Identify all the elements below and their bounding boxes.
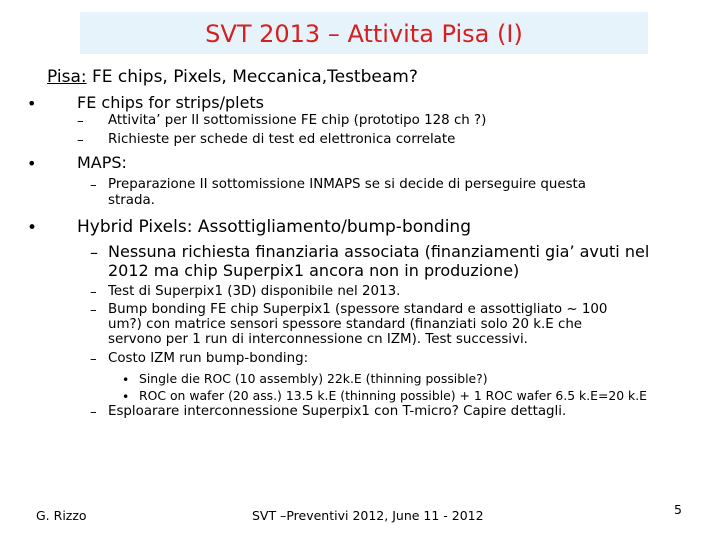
section-3-subsub-1: Single die ROC (10 assembly) 22k.E (thinning possible?) bbox=[139, 371, 488, 386]
section-2-sub-1-line-2: strada. bbox=[108, 193, 155, 208]
bullet-3: • bbox=[27, 218, 38, 238]
subbullet-2: • bbox=[122, 389, 130, 404]
section-1-sub-2: Richieste per schede di test ed elettronica correlate bbox=[108, 132, 456, 147]
section-3-sub-1-line-1: Nessuna richiesta finanziaria associata (finanziamenti gia’ avuti nel bbox=[108, 242, 650, 261]
section-2-sub-1-line-1: Preparazione II sottomissione INMAPS se si decide di perseguire questa bbox=[108, 177, 587, 192]
footer-event: SVT –Preventivi 2012, June 11 - 2012 bbox=[252, 508, 484, 523]
section-3-sub-3-line-1: Bump bonding FE chip Superpix1 (spessore standard e assottigliato ~ 100 bbox=[108, 302, 608, 317]
section-3-sub-4: Costo IZM run bump-bonding: bbox=[108, 351, 309, 366]
section-3-subsub-2: ROC on wafer (20 ass.) 13.5 k.E (thinning possible) + 1 ROC wafer 6.5 k.E=20 k.E bbox=[139, 388, 647, 403]
section-3-sub-2: Test di Superpix1 (3D) disponibile nel 2013. bbox=[108, 284, 401, 299]
title-box bbox=[80, 12, 648, 54]
page-number: 5 bbox=[674, 502, 682, 517]
section-3-sub-5: Esploarare interconnessione Superpix1 con T-micro? Capire dettagli. bbox=[108, 404, 567, 419]
dash-3-2: – bbox=[90, 285, 97, 300]
section-3-text: Hybrid Pixels: Assottigliamento/bump-bonding bbox=[77, 217, 471, 237]
dash-3-1: – bbox=[90, 243, 98, 262]
section-1-sub-1: Attivita’ per II sottomissione FE chip (prototipo 128 ch ?) bbox=[108, 113, 487, 128]
subbullet-1: • bbox=[122, 372, 130, 387]
heading-label: Pisa: bbox=[47, 67, 87, 87]
section-3-sub-1-line-2: 2012 ma chip Superpix1 ancora non in produzione) bbox=[108, 261, 520, 280]
dash-1-1: – bbox=[77, 114, 84, 129]
footer-author: G. Rizzo bbox=[36, 508, 87, 523]
section-3-sub-3-line-3: servono per 1 run di interconnessione cn IZM). Test successivi. bbox=[108, 332, 528, 347]
dash-3-3: – bbox=[90, 303, 97, 318]
bullet-2: • bbox=[27, 154, 37, 173]
section-1-text: FE chips for strips/plets bbox=[77, 93, 265, 112]
dash-2-1: – bbox=[90, 178, 97, 193]
section-3-sub-3-line-2: um?) con matrice sensori spessore standard (finanziati solo 20 k.E che bbox=[108, 317, 583, 332]
slide-title: SVT 2013 – Attivita Pisa (I) bbox=[205, 20, 523, 48]
dash-3-5: – bbox=[90, 405, 97, 420]
heading bbox=[47, 68, 418, 87]
dash-3-4: – bbox=[90, 352, 97, 367]
dash-1-2: – bbox=[77, 133, 84, 148]
heading-rest: FE chips, Pixels, Meccanica,Testbeam? bbox=[86, 67, 418, 87]
section-2-text: MAPS: bbox=[77, 153, 127, 172]
bullet-1: • bbox=[27, 94, 37, 113]
